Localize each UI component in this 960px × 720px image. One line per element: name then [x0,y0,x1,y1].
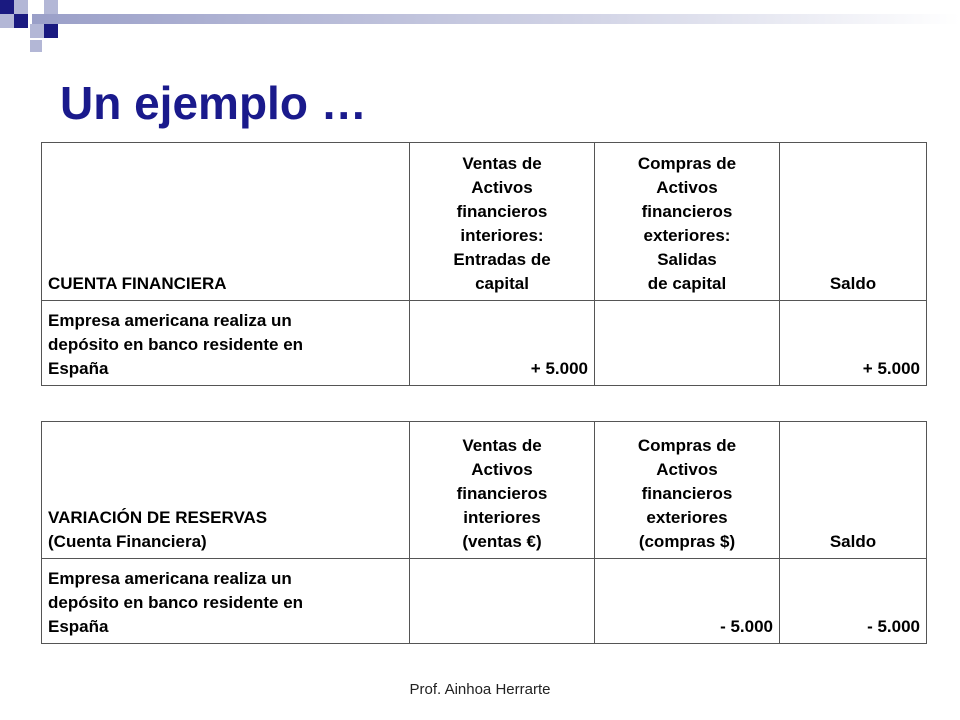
header-gradient-bar [32,14,960,24]
header-cell-saldo: Saldo [780,422,927,559]
header-cell-concept: CUENTA FINANCIERA [42,143,410,301]
row-cell-concept: Empresa americana realiza un depósito en banco residente en España [42,301,410,386]
row-cell-saldo: - 5.000 [780,559,927,644]
row-cell-ventas [410,559,595,644]
footer-author: Prof. Ainhoa Herrarte [409,681,551,698]
row-cell-compras: - 5.000 [595,559,780,644]
table-row [42,301,927,386]
deco-square-light-4 [30,24,44,38]
table-row [42,559,927,644]
deco-square-light-5 [30,40,42,52]
table-header-row [42,422,927,559]
header-cell-concept: VARIACIÓN DE RESERVAS (Cuenta Financiera) [42,422,410,559]
deco-square-light-2 [0,14,14,28]
header-cell-compras: Compras de Activos financieros exteriores (compras $) [595,422,780,559]
deco-square-light-3 [44,0,58,14]
header-cell-ventas: Ventas de Activos financieros interiores: Entradas de capital [410,143,595,301]
row-cell-compras [595,301,780,386]
deco-square-light-1 [14,0,28,14]
deco-square-navy-2 [14,14,28,28]
deco-square-navy-3 [44,24,58,38]
header-cell-ventas: Ventas de Activos financieros interiores (ventas €) [410,422,595,559]
row-cell-saldo: + 5.000 [780,301,927,386]
header-cell-compras: Compras de Activos financieros exteriores: Salidas de capital [595,143,780,301]
row-cell-ventas: + 5.000 [410,301,595,386]
table-header-row [42,143,927,301]
slide-title: Un ejemplo … [60,77,367,129]
cuenta-financiera-table [41,142,927,386]
variacion-reservas-table [41,421,927,644]
row-cell-concept: Empresa americana realiza un depósito en banco residente en España [42,559,410,644]
deco-square-navy-1 [0,0,14,14]
header-cell-saldo: Saldo [780,143,927,301]
